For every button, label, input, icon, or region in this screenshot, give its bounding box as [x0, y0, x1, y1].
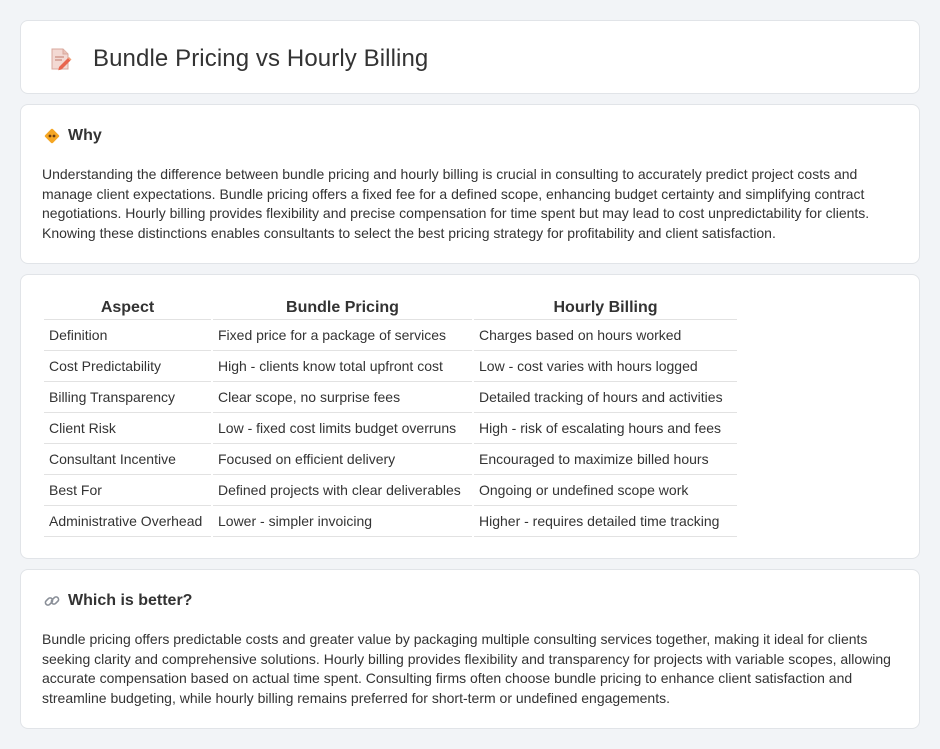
why-section — [20, 104, 920, 264]
table-cell: Consultant Incentive — [44, 444, 211, 475]
table-row — [44, 413, 737, 444]
column-header-hourly: Hourly Billing — [474, 295, 737, 320]
table-cell: Client Risk — [44, 413, 211, 444]
table-header-row — [44, 295, 737, 320]
better-text: Bundle pricing offers predictable costs and greater value by packaging multiple consulting services together, making it ideal for clients seeking clarity and comprehensive solutions. Hourly billing provides flexibility and transparency for projects with variable scopes, allowing accurate compensation based on actual time spent. Consulting firms often choose bundle pricing to enhance client satisfaction and streamline budgeting, while hourly billing remains preferred for short-term or undefined engagements. — [42, 631, 891, 706]
table-cell: Fixed price for a package of services — [213, 320, 472, 351]
table-cell: Clear scope, no surprise fees — [213, 382, 472, 413]
table-cell: Detailed tracking of hours and activities — [474, 382, 737, 413]
table-cell: Encouraged to maximize billed hours — [474, 444, 737, 475]
title-row — [47, 45, 428, 73]
better-heading-row — [43, 592, 192, 610]
table-cell: High - risk of escalating hours and fees — [474, 413, 737, 444]
table-cell: Best For — [44, 475, 211, 506]
table-row — [44, 382, 737, 413]
why-text: Understanding the difference between bundle pricing and hourly billing is crucial in consulting to accurately predict project costs and manage client expectations. Bundle pricing offers a fixed fee for a defined scope, enhancing budget certainty and simplifying contract negotiations. Hourly billing provides flexibility and precise compensation for time spent but may lead to cost unpredictability for clients. Knowing these distinctions enables consultants to select the best pricing strategy for profitability and client satisfaction. — [42, 166, 870, 241]
table-cell: Cost Predictability — [44, 351, 211, 382]
table-cell: Ongoing or undefined scope work — [474, 475, 737, 506]
table-row — [44, 351, 737, 382]
why-title: Why — [68, 127, 102, 144]
which-is-better-section — [20, 569, 920, 729]
table-cell: Low - fixed cost limits budget overruns — [213, 413, 472, 444]
table-row — [44, 444, 737, 475]
column-header-aspect: Aspect — [44, 295, 211, 320]
table-cell: Definition — [44, 320, 211, 351]
comparison-section — [20, 274, 920, 559]
table-cell: Low - cost varies with hours logged — [474, 351, 737, 382]
table-cell: High - clients know total upfront cost — [213, 351, 472, 382]
diamond-icon — [43, 127, 61, 145]
column-header-bundle: Bundle Pricing — [213, 295, 472, 320]
better-title: Which is better? — [68, 592, 193, 609]
why-heading-row — [43, 127, 102, 145]
table-cell: Defined projects with clear deliverables — [213, 475, 472, 506]
table-cell: Focused on efficient delivery — [213, 444, 472, 475]
table-row — [44, 475, 737, 506]
link-icon — [43, 592, 61, 610]
comparison-table — [42, 295, 739, 537]
table-cell: Administrative Overhead — [44, 506, 211, 537]
table-cell: Lower - simpler invoicing — [213, 506, 472, 537]
table-cell: Higher - requires detailed time tracking — [474, 506, 737, 537]
document-pencil-icon — [47, 46, 73, 72]
table-cell: Charges based on hours worked — [474, 320, 737, 351]
page-title: Bundle Pricing vs Hourly Billing — [93, 45, 429, 72]
table-cell: Billing Transparency — [44, 382, 211, 413]
header-card — [20, 20, 920, 94]
table-row — [44, 506, 737, 537]
table-row — [44, 320, 737, 351]
